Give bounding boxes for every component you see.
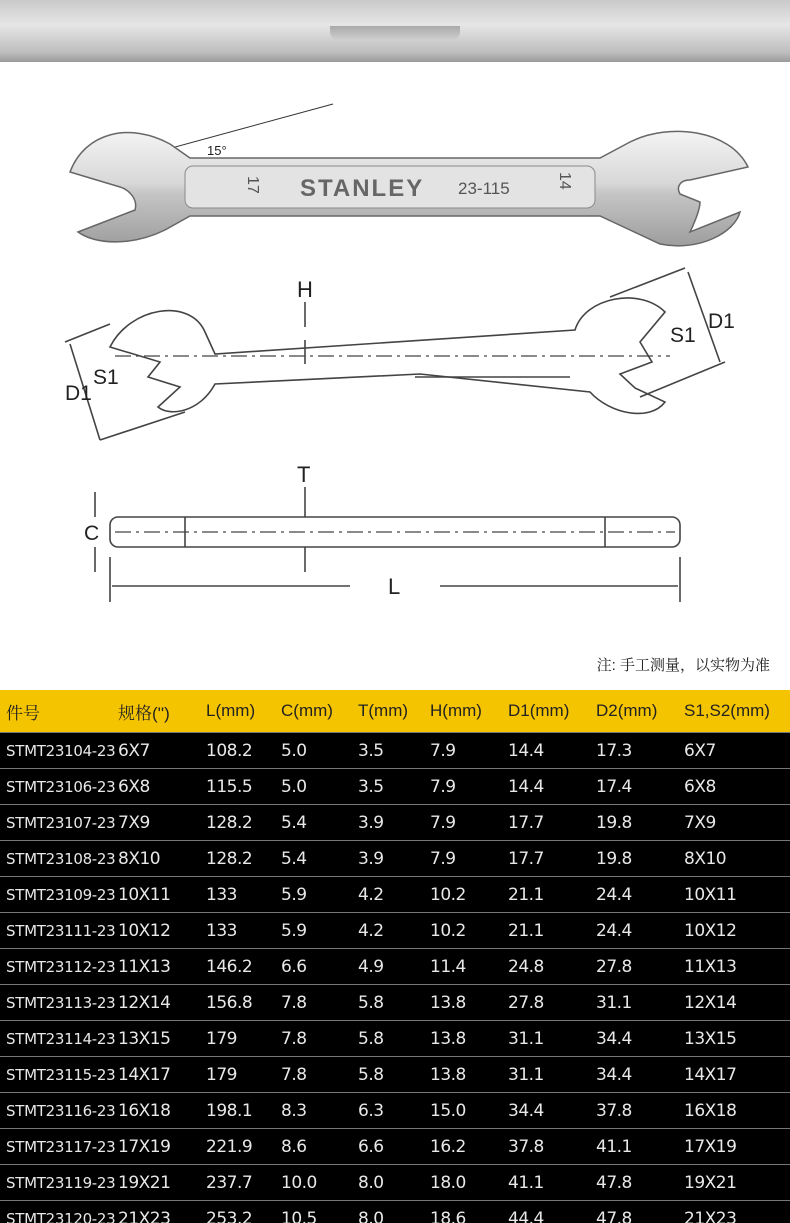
table-cell: STMT23117-23: [0, 1129, 112, 1165]
table-row: [0, 1129, 790, 1165]
table-cell: 17.7: [502, 841, 590, 877]
table-cell: 7.9: [424, 805, 502, 841]
table-cell: 14.4: [502, 769, 590, 805]
table-cell: 31.1: [590, 985, 678, 1021]
label-h: H: [297, 277, 313, 302]
table-cell: 3.5: [352, 733, 424, 769]
column-header: D2(mm): [590, 690, 678, 733]
table-row: [0, 1201, 790, 1223]
size-right-label: 14: [556, 172, 573, 190]
table-row: [0, 1021, 790, 1057]
table-cell: 7.8: [275, 985, 352, 1021]
table-row: [0, 913, 790, 949]
table-row: [0, 985, 790, 1021]
table-cell: 4.9: [352, 949, 424, 985]
table-cell: 7.9: [424, 733, 502, 769]
wrench-top-view: [65, 268, 725, 440]
table-cell: 21X23: [678, 1201, 790, 1223]
table-row: [0, 733, 790, 769]
table-cell: STMT23115-23: [0, 1057, 112, 1093]
table-cell: 6.6: [275, 949, 352, 985]
table-cell: 8X10: [678, 841, 790, 877]
table-cell: 15.0: [424, 1093, 502, 1129]
table-cell: 41.1: [590, 1129, 678, 1165]
table-cell: 133: [200, 877, 275, 913]
table-cell: 44.4: [502, 1201, 590, 1223]
table-cell: 8.0: [352, 1165, 424, 1201]
label-s1-right: S1: [670, 324, 696, 347]
table-cell: 221.9: [200, 1129, 275, 1165]
table-cell: 5.8: [352, 1021, 424, 1057]
table-cell: 7.8: [275, 1057, 352, 1093]
table-cell: 4.2: [352, 877, 424, 913]
label-s1-left: S1: [93, 366, 119, 389]
table-cell: 37.8: [502, 1129, 590, 1165]
table-cell: 21.1: [502, 913, 590, 949]
table-cell: 3.9: [352, 841, 424, 877]
table-cell: 253.2: [200, 1201, 275, 1223]
table-cell: 10X11: [112, 877, 200, 913]
table-cell: STMT23120-23: [0, 1201, 112, 1223]
column-header: D1(mm): [502, 690, 590, 733]
table-cell: 47.8: [590, 1201, 678, 1223]
wrench-photo: [70, 104, 748, 246]
table-cell: 128.2: [200, 805, 275, 841]
table-cell: 12X14: [112, 985, 200, 1021]
table-cell: 146.2: [200, 949, 275, 985]
table-cell: STMT23116-23: [0, 1093, 112, 1129]
table-cell: 19X21: [112, 1165, 200, 1201]
table-row: [0, 1165, 790, 1201]
table-cell: 17.4: [590, 769, 678, 805]
table-cell: 198.1: [200, 1093, 275, 1129]
table-cell: 24.8: [502, 949, 590, 985]
brand-label: STANLEY: [300, 175, 425, 202]
table-cell: 3.9: [352, 805, 424, 841]
model-label: 23-115: [458, 179, 510, 198]
table-row: [0, 1093, 790, 1129]
table-cell: 6X7: [112, 733, 200, 769]
table-cell: 19X21: [678, 1165, 790, 1201]
table-cell: STMT23112-23: [0, 949, 112, 985]
table-cell: 7.9: [424, 769, 502, 805]
table-cell: STMT23113-23: [0, 985, 112, 1021]
table-cell: 12X14: [678, 985, 790, 1021]
measurement-note: 注: 手工测量，以实物为准: [596, 657, 770, 674]
table-cell: 5.9: [275, 913, 352, 949]
table-cell: 115.5: [200, 769, 275, 805]
label-d1-right: D1: [708, 310, 735, 333]
table-cell: 13.8: [424, 985, 502, 1021]
table-cell: 5.4: [275, 805, 352, 841]
label-c: C: [84, 522, 100, 545]
table-cell: 237.7: [200, 1165, 275, 1201]
table-cell: 6.6: [352, 1129, 424, 1165]
table-cell: 5.0: [275, 733, 352, 769]
table-cell: 8.0: [352, 1201, 424, 1223]
column-header: L(mm): [200, 690, 275, 733]
label-t: T: [297, 462, 311, 487]
table-row: [0, 769, 790, 805]
table-cell: 10X12: [678, 913, 790, 949]
table-cell: 7X9: [678, 805, 790, 841]
table-cell: 7.8: [275, 1021, 352, 1057]
laptop-top-bar: [0, 0, 790, 62]
table-cell: 8.3: [275, 1093, 352, 1129]
table-cell: 5.8: [352, 1057, 424, 1093]
table-cell: 156.8: [200, 985, 275, 1021]
table-cell: 4.2: [352, 913, 424, 949]
table-cell: 6X8: [112, 769, 200, 805]
table-cell: 17.7: [502, 805, 590, 841]
table-cell: 14X17: [112, 1057, 200, 1093]
table-cell: 17X19: [678, 1129, 790, 1165]
size-left-label: 17: [244, 176, 261, 194]
table-cell: 10.2: [424, 877, 502, 913]
column-header: S1,S2(mm): [678, 690, 790, 733]
column-header: H(mm): [424, 690, 502, 733]
table-cell: 5.4: [275, 841, 352, 877]
table-cell: 8X10: [112, 841, 200, 877]
table-cell: 10X12: [112, 913, 200, 949]
table-cell: 6X7: [678, 733, 790, 769]
label-d1-left: D1: [65, 382, 92, 405]
table-cell: 11X13: [678, 949, 790, 985]
table-cell: 18.6: [424, 1201, 502, 1223]
table-cell: STMT23111-23: [0, 913, 112, 949]
table-cell: 11.4: [424, 949, 502, 985]
table-cell: 10X11: [678, 877, 790, 913]
table-cell: 31.1: [502, 1021, 590, 1057]
column-header: T(mm): [352, 690, 424, 733]
table-cell: 14.4: [502, 733, 590, 769]
column-header: C(mm): [275, 690, 352, 733]
table-row: [0, 805, 790, 841]
table-cell: 19.8: [590, 841, 678, 877]
spec-table-wrapper: [0, 690, 790, 1223]
wrench-diagram: [0, 62, 790, 642]
column-header: 规格(''): [112, 690, 200, 733]
table-cell: 34.4: [590, 1057, 678, 1093]
table-cell: 47.8: [590, 1165, 678, 1201]
table-cell: 7.9: [424, 841, 502, 877]
table-row: [0, 877, 790, 913]
table-cell: 128.2: [200, 841, 275, 877]
table-cell: 108.2: [200, 733, 275, 769]
table-cell: STMT23107-23: [0, 805, 112, 841]
table-cell: 13.8: [424, 1057, 502, 1093]
table-cell: 5.0: [275, 769, 352, 805]
table-cell: 24.4: [590, 877, 678, 913]
laptop-hinge: [330, 26, 460, 40]
table-cell: 3.5: [352, 769, 424, 805]
table-cell: 16X18: [112, 1093, 200, 1129]
table-cell: 27.8: [502, 985, 590, 1021]
table-cell: 7X9: [112, 805, 200, 841]
table-cell: 27.8: [590, 949, 678, 985]
table-cell: 21X23: [112, 1201, 200, 1223]
table-cell: 6X8: [678, 769, 790, 805]
table-cell: 17X19: [112, 1129, 200, 1165]
table-cell: 11X13: [112, 949, 200, 985]
table-row: [0, 949, 790, 985]
table-cell: 6.3: [352, 1093, 424, 1129]
table-cell: STMT23119-23: [0, 1165, 112, 1201]
table-cell: 13X15: [678, 1021, 790, 1057]
table-cell: 31.1: [502, 1057, 590, 1093]
table-cell: 8.6: [275, 1129, 352, 1165]
table-cell: 16.2: [424, 1129, 502, 1165]
spec-table: [0, 690, 790, 1223]
table-cell: 10.2: [424, 913, 502, 949]
table-cell: 10.0: [275, 1165, 352, 1201]
table-cell: 133: [200, 913, 275, 949]
table-cell: 34.4: [502, 1093, 590, 1129]
table-cell: 179: [200, 1021, 275, 1057]
table-cell: 17.3: [590, 733, 678, 769]
table-cell: 41.1: [502, 1165, 590, 1201]
table-row: [0, 1057, 790, 1093]
table-cell: 19.8: [590, 805, 678, 841]
table-cell: 14X17: [678, 1057, 790, 1093]
table-cell: 16X18: [678, 1093, 790, 1129]
table-cell: STMT23104-23: [0, 733, 112, 769]
table-cell: 13X15: [112, 1021, 200, 1057]
label-l: L: [388, 574, 401, 599]
table-cell: STMT23109-23: [0, 877, 112, 913]
table-cell: 21.1: [502, 877, 590, 913]
table-cell: STMT23106-23: [0, 769, 112, 805]
table-cell: 10.5: [275, 1201, 352, 1223]
table-cell: 5.8: [352, 985, 424, 1021]
table-row: [0, 841, 790, 877]
table-cell: 179: [200, 1057, 275, 1093]
spec-table-header: [0, 690, 790, 733]
table-cell: STMT23108-23: [0, 841, 112, 877]
table-cell: 24.4: [590, 913, 678, 949]
table-cell: 13.8: [424, 1021, 502, 1057]
table-cell: STMT23114-23: [0, 1021, 112, 1057]
table-cell: 34.4: [590, 1021, 678, 1057]
table-cell: 37.8: [590, 1093, 678, 1129]
table-cell: 18.0: [424, 1165, 502, 1201]
column-header: 件号: [0, 690, 112, 733]
table-cell: 5.9: [275, 877, 352, 913]
angle-label: 15°: [207, 143, 227, 158]
